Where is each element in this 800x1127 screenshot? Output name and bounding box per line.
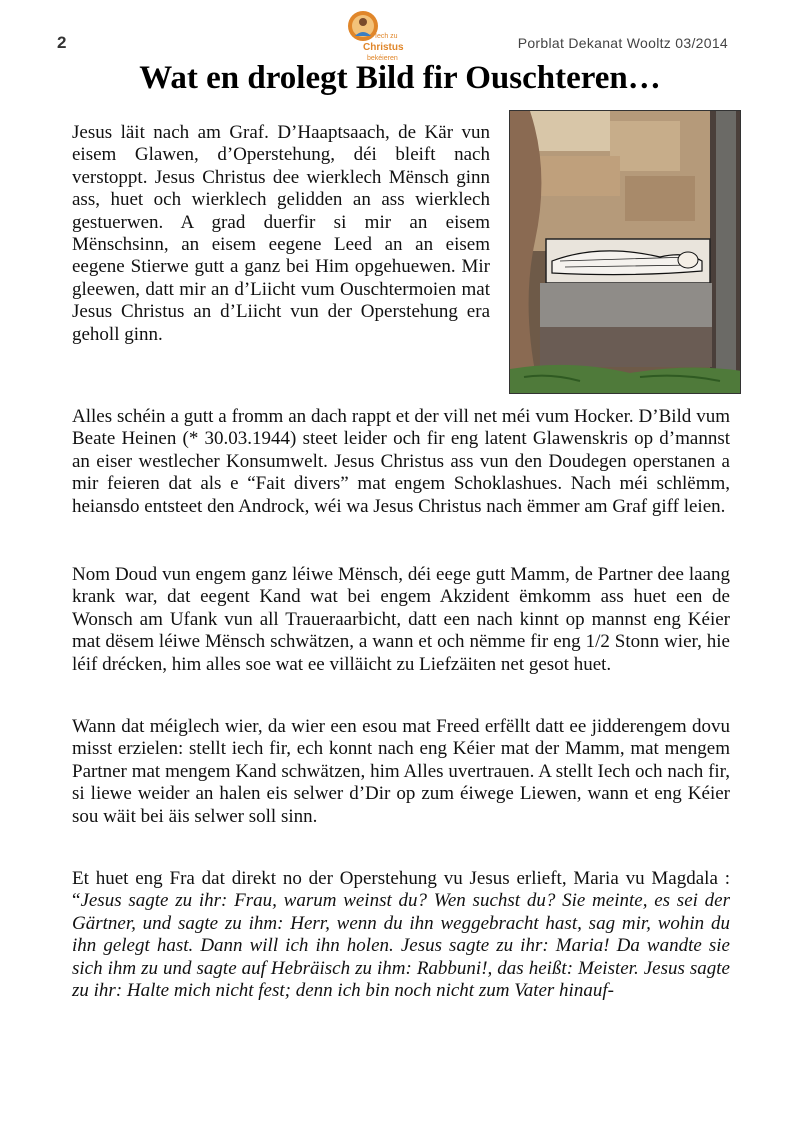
logo-text-line2: Christus (363, 42, 404, 53)
logo-text-line1: Iech zu (375, 33, 398, 40)
paragraph-4: Wann dat méiglech wier, da wier een esou mat Freed erfëllt datt ee jidderengem dovu misst erzielen: stellt iech fir, ech konnt nach eng Kéier mat der Mamm, mat mengem Partner mat mengem Kand schwätzen, him Alles uvertrauen. A stellt Iech och nach fir, si liewe weider an halen eis selwer d’Dir op zum éiwege Liewen, wann et eng Kéier sou wäit bei äis selwer soll sinn. (72, 716, 730, 827)
paragraph-2: Alles schéin a gutt a fromm an dach rappt et der vill net méi vum Hocker. D’Bild vum Beate Heinen (* 30.03.1944) steet leider och fir eng latent Glawenskris op d’mannst an eiser westlecher Konsumwelt. Jesus Christus ass vun den Doudegen operstanen a mir feieren dat als e “Fait divers” mat engem Schoklashues. Nach méi schlëmm, heiansdo entsteet den Androck, wéi wa Jesus Christus nach ëmmer am Graf giff leien. (72, 406, 730, 517)
paragraph-5-intro: Et huet eng Fra dat direkt no der Operstehung vu Jesus erlieft, Maria vu Magdala : “ (72, 868, 730, 912)
publication-info: Porblat Dekanat Wooltz 03/2014 (517, 35, 728, 51)
logo-text-line3: bekéieren (367, 55, 398, 62)
paragraph-5 (72, 868, 730, 1002)
page-number: 2 (57, 33, 67, 52)
tomb-illustration (509, 110, 741, 394)
article-title: Wat en drolegt Bild fir Ouschteren… (139, 60, 661, 96)
parish-logo (341, 8, 413, 66)
paragraph-1: Jesus läit nach am Graf. D’Haaptsaach, de Kär vun eisem Glawen, d’Operstehung, déi bleift nach verstoppt. Jesus Christus dee wierklech Mënsch ginn ass, huet och wierklech gelidden an ass wierklech gestuerwen. A grad duerfir si mir an eisem Mënschsinn, an eisem eegene Leed an an eisem eegene Stierwe gutt a ganz bei Him opgehuewen. Mir gleewen, datt mir an d’Liicht vum Ouschtermoien mat Jesus Christus an d’Liicht vun der Operstehung era geholl ginn. (72, 122, 490, 345)
paragraph-3: Nom Doud vun engem ganz léiwe Mënsch, déi eege gutt Mamm, de Partner dee laang krank war, dat eegent Kand wat bei engem Akzident ëmkomm ass huet een de Wonsch am Ufank vun all Traueraarbicht, datt een nach kinnt op mannst eng Kéier mat dësem léiwe Mënsch schwätzen, a wann et och nëmme fir eng 1/2 Stonn wier, hie léif drécken, him alles soe wat ee villäicht zu Liefzäiten net gesot huet. (72, 564, 730, 675)
bible-quote: Jesus sagte zu ihr: Frau, warum weinst du? Wen suchst du? Sie meinte, es sei der Gärtner, und sagte zu ihm: Herr, wenn du ihn weggebracht hast, sag mir, wohin du ihn gelegt hast. Dann will ich ihn holen. Jesus sagte zu ihr: Maria! Da wandte sie sich ihm zu und sagte auf Hebräisch zu ihm: Rabbuni!, das heißt: Meister. Jesus sagte zu ihr: Halte mich nicht fest; denn ich bin noch nicht zum Vater hinauf- (72, 890, 730, 1002)
